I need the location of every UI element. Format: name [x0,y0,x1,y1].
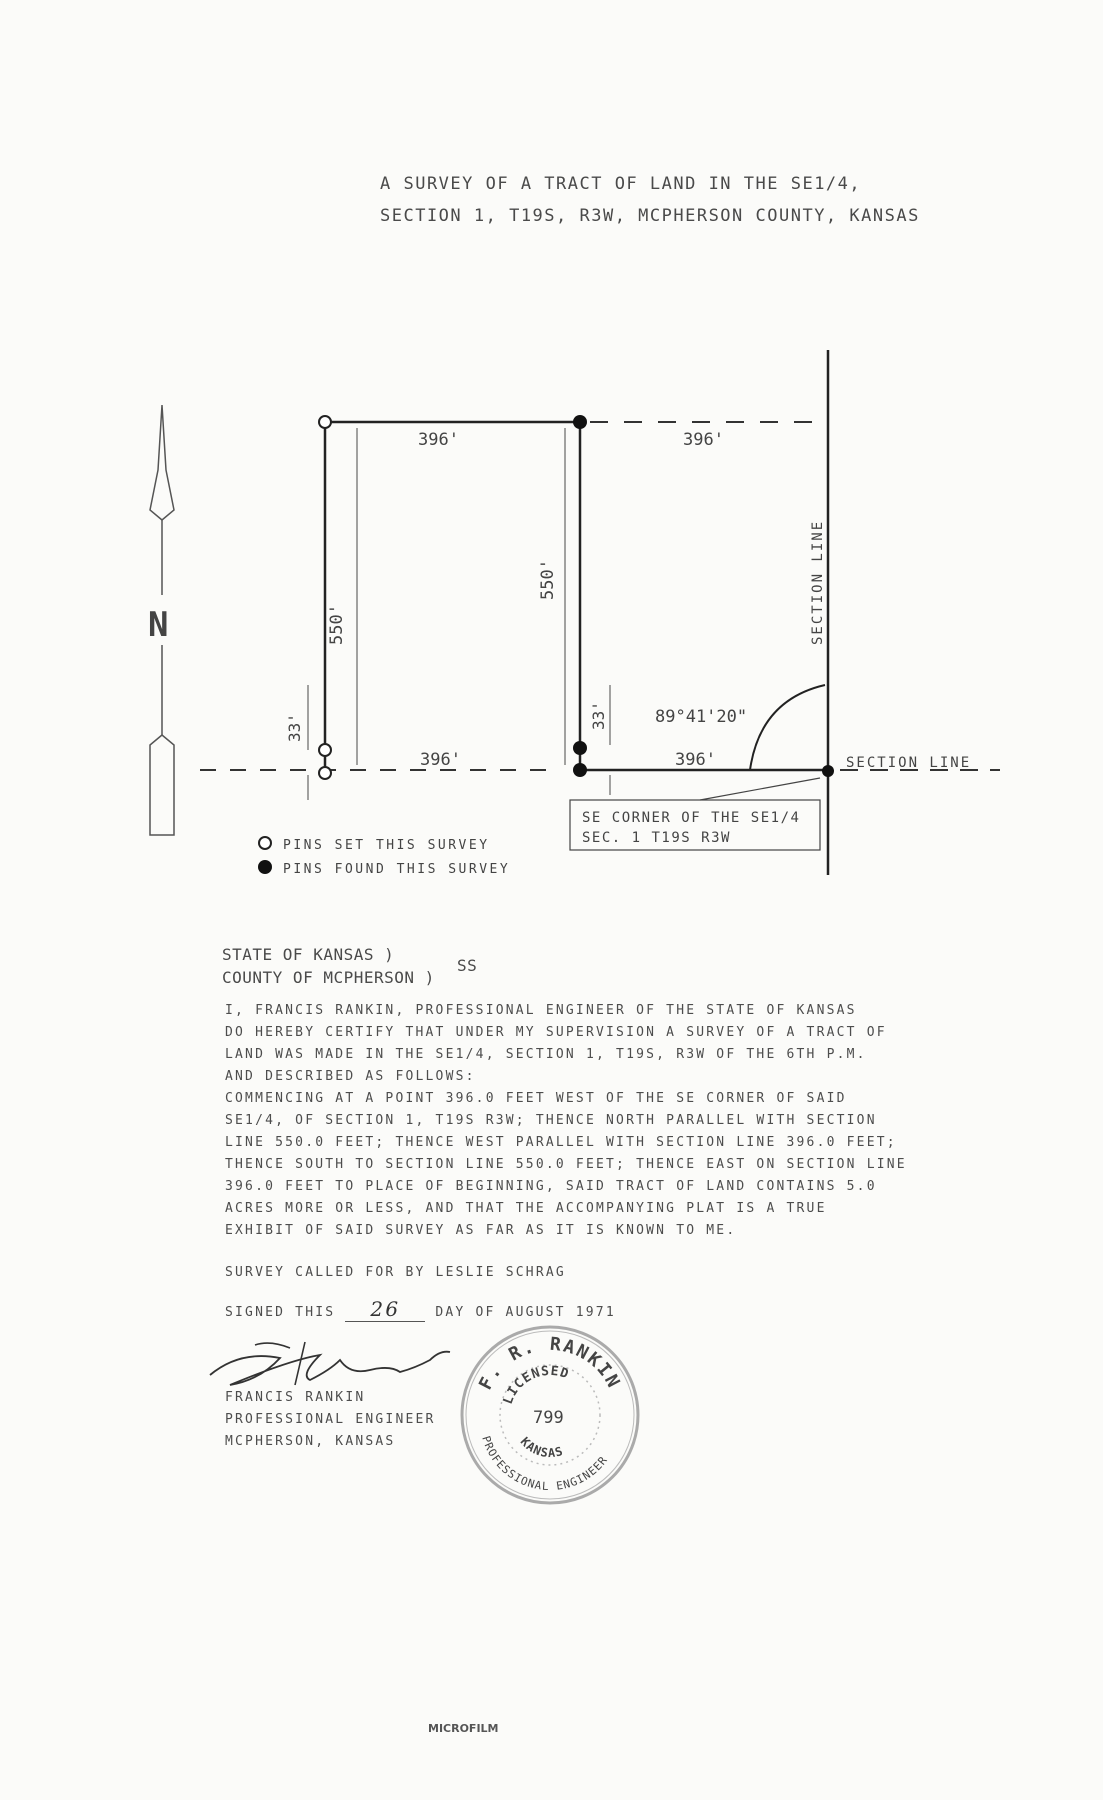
dim-mid-33: 33' [589,701,608,730]
signed-suffix: DAY OF AUGUST 1971 [435,1305,616,1320]
pin-set [319,767,331,779]
se-corner-line-1: SE CORNER OF THE SE1/4 [582,810,801,826]
seal-licensed: LICENSED [500,1363,572,1407]
angle-label: 89°41'20" [655,707,748,727]
seal-bottom: PROFESSIONAL ENGINEER [479,1434,611,1494]
state-line: STATE OF KANSAS ) [222,945,395,964]
pin-found [573,763,587,777]
angle-arc [750,685,825,770]
section-line-vertical-label: SECTION LINE [810,519,826,645]
seal-top: F. R. RANKIN [475,1333,625,1394]
signer-location: MCPHERSON, KANSAS [225,1434,396,1449]
pin-found [822,765,834,777]
seal-number: 799 [533,1408,564,1428]
certificate-line: SE1/4, OF SECTION 1, T19S R3W; THENCE NORTH PARALLEL WITH SECTION [225,1113,877,1128]
dim-top-right: 396' [683,430,724,450]
pin-found [573,741,587,755]
svg-text:LICENSED [501,1364,571,1407]
certificate-line: THENCE SOUTH TO SECTION LINE 550.0 FEET; THENCE EAST ON SECTION LINE [225,1157,907,1172]
dim-bottom-right: 396' [675,750,716,770]
pin-set [319,416,331,428]
legend-pins-found: PINS FOUND THIS SURVEY [283,862,511,877]
dimension-lines [308,428,610,800]
dim-left-33: 33' [285,713,304,742]
engineer-seal [455,1320,645,1510]
title-line-1: A SURVEY OF A TRACT OF LAND IN THE SE1/4, [380,174,862,194]
legend-pins-set: PINS SET THIS SURVEY [283,838,490,853]
microfilm-stamp: MICROFILM [428,1722,499,1735]
signer-name: FRANCIS RANKIN [225,1390,366,1405]
svg-text:KANSAS [518,1434,565,1460]
signed-prefix: SIGNED THIS [225,1305,336,1320]
certificate-line: COMMENCING AT A POINT 396.0 FEET WEST OF THE SE CORNER OF SAID [225,1091,847,1106]
certificate-line: LAND WAS MADE IN THE SE1/4, SECTION 1, T19S, R3W OF THE 6TH P.M. [225,1047,867,1062]
title-line-2: SECTION 1, T19S, R3W, MCPHERSON COUNTY, KANSAS [380,206,920,226]
certificate-line: DO HEREBY CERTIFY THAT UNDER MY SUPERVISION A SURVEY OF A TRACT OF [225,1025,887,1040]
se-corner-leader [700,778,820,800]
seal-state: KANSAS [517,1434,566,1461]
certificate-line: ACRES MORE OR LESS, AND THAT THE ACCOMPANYING PLAT IS A TRUE [225,1201,827,1216]
survey-called-for: SURVEY CALLED FOR BY LESLIE SCHRAG [225,1265,566,1280]
pin-set [319,744,331,756]
legend-pin-set-icon [259,837,271,849]
north-label: N [148,605,169,645]
legend-pin-found-icon [258,860,272,874]
dim-bottom-left: 396' [420,750,461,770]
ss-label: SS [457,956,478,975]
dim-left-550: 550' [327,604,347,645]
certificate-line: 396.0 FEET TO PLACE OF BEGINNING, SAID TRACT OF LAND CONTAINS 5.0 [225,1179,877,1194]
se-corner-line-2: SEC. 1 T19S R3W [582,830,731,846]
section-line-horizontal-label: SECTION LINE [846,755,972,771]
signed-day: 26 [345,1297,425,1322]
dim-mid-550: 550' [538,559,558,600]
signer-title: PROFESSIONAL ENGINEER [225,1412,436,1427]
dim-top-left: 396' [418,430,459,450]
certificate-line: AND DESCRIBED AS FOLLOWS: [225,1069,476,1084]
handwritten-signature [200,1330,460,1395]
county-line: COUNTY OF MCPHERSON ) [222,968,435,987]
certificate-line: LINE 550.0 FEET; THENCE WEST PARALLEL WITH SECTION LINE 396.0 FEET; [225,1135,897,1150]
signed-line [225,1297,616,1322]
certificate-line: I, FRANCIS RANKIN, PROFESSIONAL ENGINEER OF THE STATE OF KANSAS [225,1003,857,1018]
certificate-line: EXHIBIT OF SAID SURVEY AS FAR AS IT IS KNOWN TO ME. [225,1223,737,1238]
pin-found [573,415,587,429]
